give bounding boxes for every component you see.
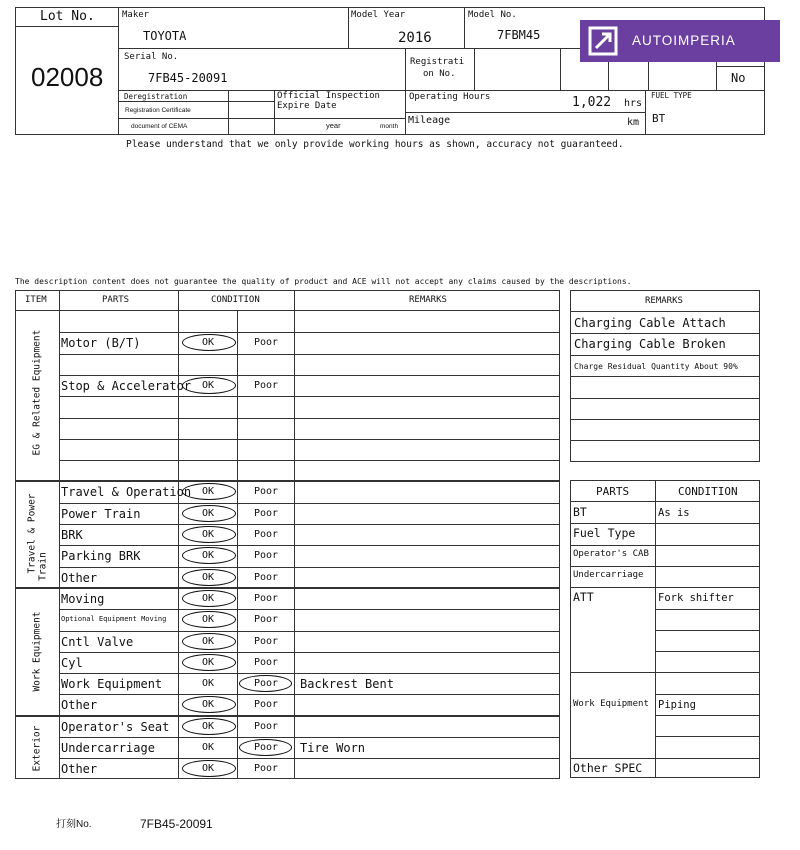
registration-label-2: on No. [423,69,456,79]
group-exterior: Exterior [31,725,43,772]
part-label: Other [61,762,98,777]
registration-label-1: Registrati [410,57,465,67]
fuel-type-value: BT [652,112,666,125]
inspection-label-2: Expire Date [277,101,337,111]
lot-label: Lot No. [40,9,95,24]
ok-option: OK [202,529,215,540]
poor-option: Poor [254,699,279,711]
hrs-unit: hrs [624,98,643,109]
notice-text: Please understand that we only provide working hours as shown, accuracy not guaranteed. [126,139,624,150]
serial-value: 7FB45-20091 [148,71,228,85]
ok-option: OK [202,571,215,583]
ok-selected-circle [182,505,236,522]
ok-selected-circle [182,377,236,394]
header-remarks: REMARKS [409,295,447,305]
part-label: Power Train [61,506,141,521]
part-label: Optional Equipment Moving [61,615,167,624]
ok-option: OK [202,507,215,519]
dereg-label: Deregistration [124,92,188,101]
disclaimer-text: The description content does not guarantee the quality of product and ACE will not accept any claims caused by the descriptions. [15,277,632,286]
remark-text: Tire Worn [300,741,366,755]
logo-mark-icon [588,26,618,56]
poor-option: Poor [254,720,279,732]
ok-option: OK [202,678,215,690]
right-remark-line: Charging Cable Attach [574,316,726,330]
part-label: Other [61,570,98,585]
right-part-label: BT [573,505,587,519]
poor-option: Poor [254,592,279,604]
ok-option: OK [202,699,215,711]
part-label: Cyl [61,655,83,670]
right-part-label: ATT [573,590,594,605]
cema-label: document of CEMA [131,123,188,130]
poor-option: Poor [254,635,279,647]
model-year-value: 2016 [398,30,432,46]
ac-value: No [731,71,746,85]
group-work-equipment: Work Equipment [31,611,43,692]
remark-text: Backrest Bent [300,677,394,692]
ok-option: OK [202,592,215,604]
part-label: Stop & Accelerator [61,378,192,393]
part-label: Cntl Valve [61,634,134,649]
right-parts-header: PARTS [596,485,630,498]
poor-option: Poor [254,678,279,690]
part-label: Moving [61,591,105,606]
poor-option: Poor [254,337,279,349]
ok-option: OK [202,614,215,626]
header-item: ITEM [25,295,47,305]
right-part-label: Work Equipment [573,698,649,709]
right-part-label: Operator's CAB [573,548,649,559]
year-label: year [326,121,341,130]
ok-selected-circle [182,718,236,735]
poor-option: Poor [254,507,279,519]
maker-label: Maker [122,10,150,20]
model-year-label: Model Year [351,10,406,20]
serial-label: Serial No. [124,52,179,62]
ok-selected-circle [182,654,236,671]
part-label: BRK [61,528,83,542]
model-no-value: 7FBM45 [497,28,541,42]
op-hours-label: Operating Hours [409,92,491,102]
mileage-label: Mileage [408,115,451,126]
poor-option: Poor [254,486,279,498]
right-condition-value: As is [658,507,690,519]
poor-option: Poor [254,763,279,775]
poor-option: Poor [254,529,279,540]
header-condition: CONDITION [211,295,260,305]
autoimperia-logo [580,20,780,62]
right-condition-value: Piping [658,698,696,711]
right-part-label: Undercarriage [573,569,644,580]
fuel-type-label: FUEL TYPE [651,91,692,100]
poor-option: Poor [254,379,279,391]
ok-option: OK [202,742,215,753]
ok-selected-circle [182,569,236,586]
right-part-label: Other SPEC [573,760,643,775]
logo-text: AUTOIMPERIA [632,33,736,48]
op-hours-value: 1,022 [572,95,612,110]
maker-value: TOYOTA [143,29,187,43]
right-condition-header: CONDITION [678,485,738,498]
ok-selected-circle [182,633,236,650]
poor-selected-circle [239,675,292,692]
right-part-label: Fuel Type [573,526,636,541]
ok-option: OK [202,763,215,775]
month-label: month [380,123,399,130]
part-label: Travel & Operation [61,485,192,500]
lot-number: 02008 [31,62,104,92]
group-travel-power-2: Train [37,552,49,581]
ok-option: OK [202,635,215,647]
ok-option: OK [202,486,215,498]
right-remarks-header: REMARKS [645,296,683,306]
header-parts: PARTS [102,295,130,305]
ok-option: OK [202,379,215,391]
km-unit: km [627,117,640,128]
footer-value: 7FB45-20091 [140,817,213,831]
ok-selected-circle [182,526,236,543]
group-travel-power-1: Travel & Power [26,493,38,574]
group-eg-related: EG & Related Equipment [31,329,43,456]
ok-option: OK [202,720,215,732]
part-label: Parking BRK [61,549,141,564]
part-label: Other [61,698,98,713]
part-label: Work Equipment [61,677,163,692]
poor-option: Poor [254,656,279,668]
ok-option: OK [202,656,215,668]
poor-option: Poor [254,571,279,583]
model-no-label: Model No. [468,10,517,20]
ok-selected-circle [182,590,236,607]
ok-option: OK [202,550,215,562]
reg-cert-label: Registration Certificate [125,107,191,114]
part-label: Undercarriage [61,741,155,755]
footer-label: 打刻No. [56,819,92,830]
poor-option: Poor [254,550,279,562]
poor-option: Poor [254,742,279,753]
right-remark-line: Charging Cable Broken [574,337,726,352]
right-remark-line: Charge Residual Quantity About 90% [574,361,738,371]
ok-option: OK [202,337,215,349]
inspection-label-1: Official Inspection [277,91,380,101]
part-label: Motor (B/T) [61,336,141,351]
poor-selected-circle [239,739,292,756]
right-condition-value: Fork shifter [658,592,734,605]
part-label: Operator's Seat [61,719,170,734]
poor-option: Poor [254,614,279,626]
